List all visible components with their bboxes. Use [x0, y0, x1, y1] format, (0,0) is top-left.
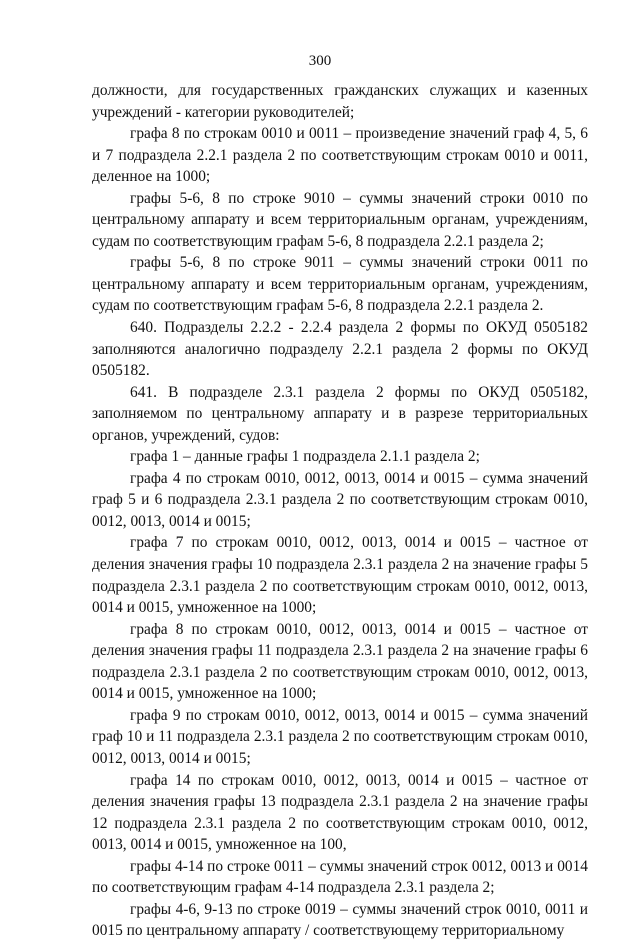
paragraph: 641. В подразделе 2.3.1 раздела 2 формы по ОКУД 0505182, заполняемом по центральному аппарату и в разрезе территориальных органов, учреждений, судов: [92, 383, 588, 444]
paragraph: графы 4-14 по строке 0011 – суммы значений строк 0012, 0013 и 0014 по соответствующим графам 4-14 подраздела 2.3.1 раздела 2; [92, 857, 588, 897]
paragraph: графа 4 по строкам 0010, 0012, 0013, 0014 и 0015 – сумма значений граф 5 и 6 подраздела 2.3.1 раздела 2 по соответствующим строкам 0010, 0012, 0013, 0014 и 0015; [92, 469, 588, 530]
paragraph: 640. Подразделы 2.2.2 - 2.2.4 раздела 2 формы по ОКУД 0505182 заполняются аналогично подразделу 2.2.1 раздела 2 формы по ОКУД 0505182. [92, 319, 588, 380]
paragraph: графа 8 по строкам 0010 и 0011 – произведение значений граф 4, 5, 6 и 7 подраздела 2.2.1 раздела 2 по соответствующим строкам 0010 и 0011, деленное на 1000; [92, 125, 588, 186]
page-body [92, 80, 588, 942]
paragraph: графа 1 – данные графы 1 подраздела 2.1.1 раздела 2; [130, 448, 480, 466]
paragraph: графы 5-6, 8 по строке 9010 – суммы значений строки 0010 по центральному аппарату и всем территориальным органам, учреждениям, судам по соответствующим графам 5-6, 8 подраздела 2.2.1 раздела 2; [92, 189, 588, 250]
paragraph: графа 9 по строкам 0010, 0012, 0013, 0014 и 0015 – сумма значений граф 10 и 11 подраздела 2.3.1 раздела 2 по соответствующим строкам 0010, 0012, 0013, 0014 и 0015; [92, 706, 588, 767]
page-number: 300 [308, 53, 332, 69]
paragraph: графа 7 по строкам 0010, 0012, 0013, 0014 и 0015 – частное от деления значения графы 10 подраздела 2.3.1 раздела 2 на значение графы 5 подраздела 2.3.1 раздела 2 по соответствующим строкам 0010, 0012, 0013, 0014 и 0015, умноженное на 1000; [92, 534, 588, 617]
paragraph: графа 14 по строкам 0010, 0012, 0013, 0014 и 0015 – частное от деления значения графы 13 подраздела 2.3.1 раздела 2 на значение графы 12 подраздела 2.3.1 раздела 2 по соответствующим строкам 0010, 0012, 0013, 0014 и 0015, умноженное на 100, [92, 771, 588, 854]
paragraph: графы 4-6, 9-13 по строке 0019 – суммы значений строк 0010, 0011 и 0015 по центральному аппарату / соответствующему территориальному [92, 900, 588, 940]
paragraph: графы 5-6, 8 по строке 9011 – суммы значений строки 0011 по центральному аппарату и всем территориальным органам, учреждениям, судам по соответствующим графам 5-6, 8 подраздела 2.2.1 раздела 2. [92, 254, 588, 315]
paragraph: графа 8 по строкам 0010, 0012, 0013, 0014 и 0015 – частное от деления значения графы 11 подраздела 2.3.1 раздела 2 на значение графы 6 подраздела 2.3.1 раздела 2 по соответствующим строкам 0010, 0012, 0013, 0014 и 0015, умноженное на 1000; [92, 620, 588, 703]
paragraph: должности, для государственных гражданских служащих и казенных учреждений - категории руководителей; [92, 82, 588, 121]
